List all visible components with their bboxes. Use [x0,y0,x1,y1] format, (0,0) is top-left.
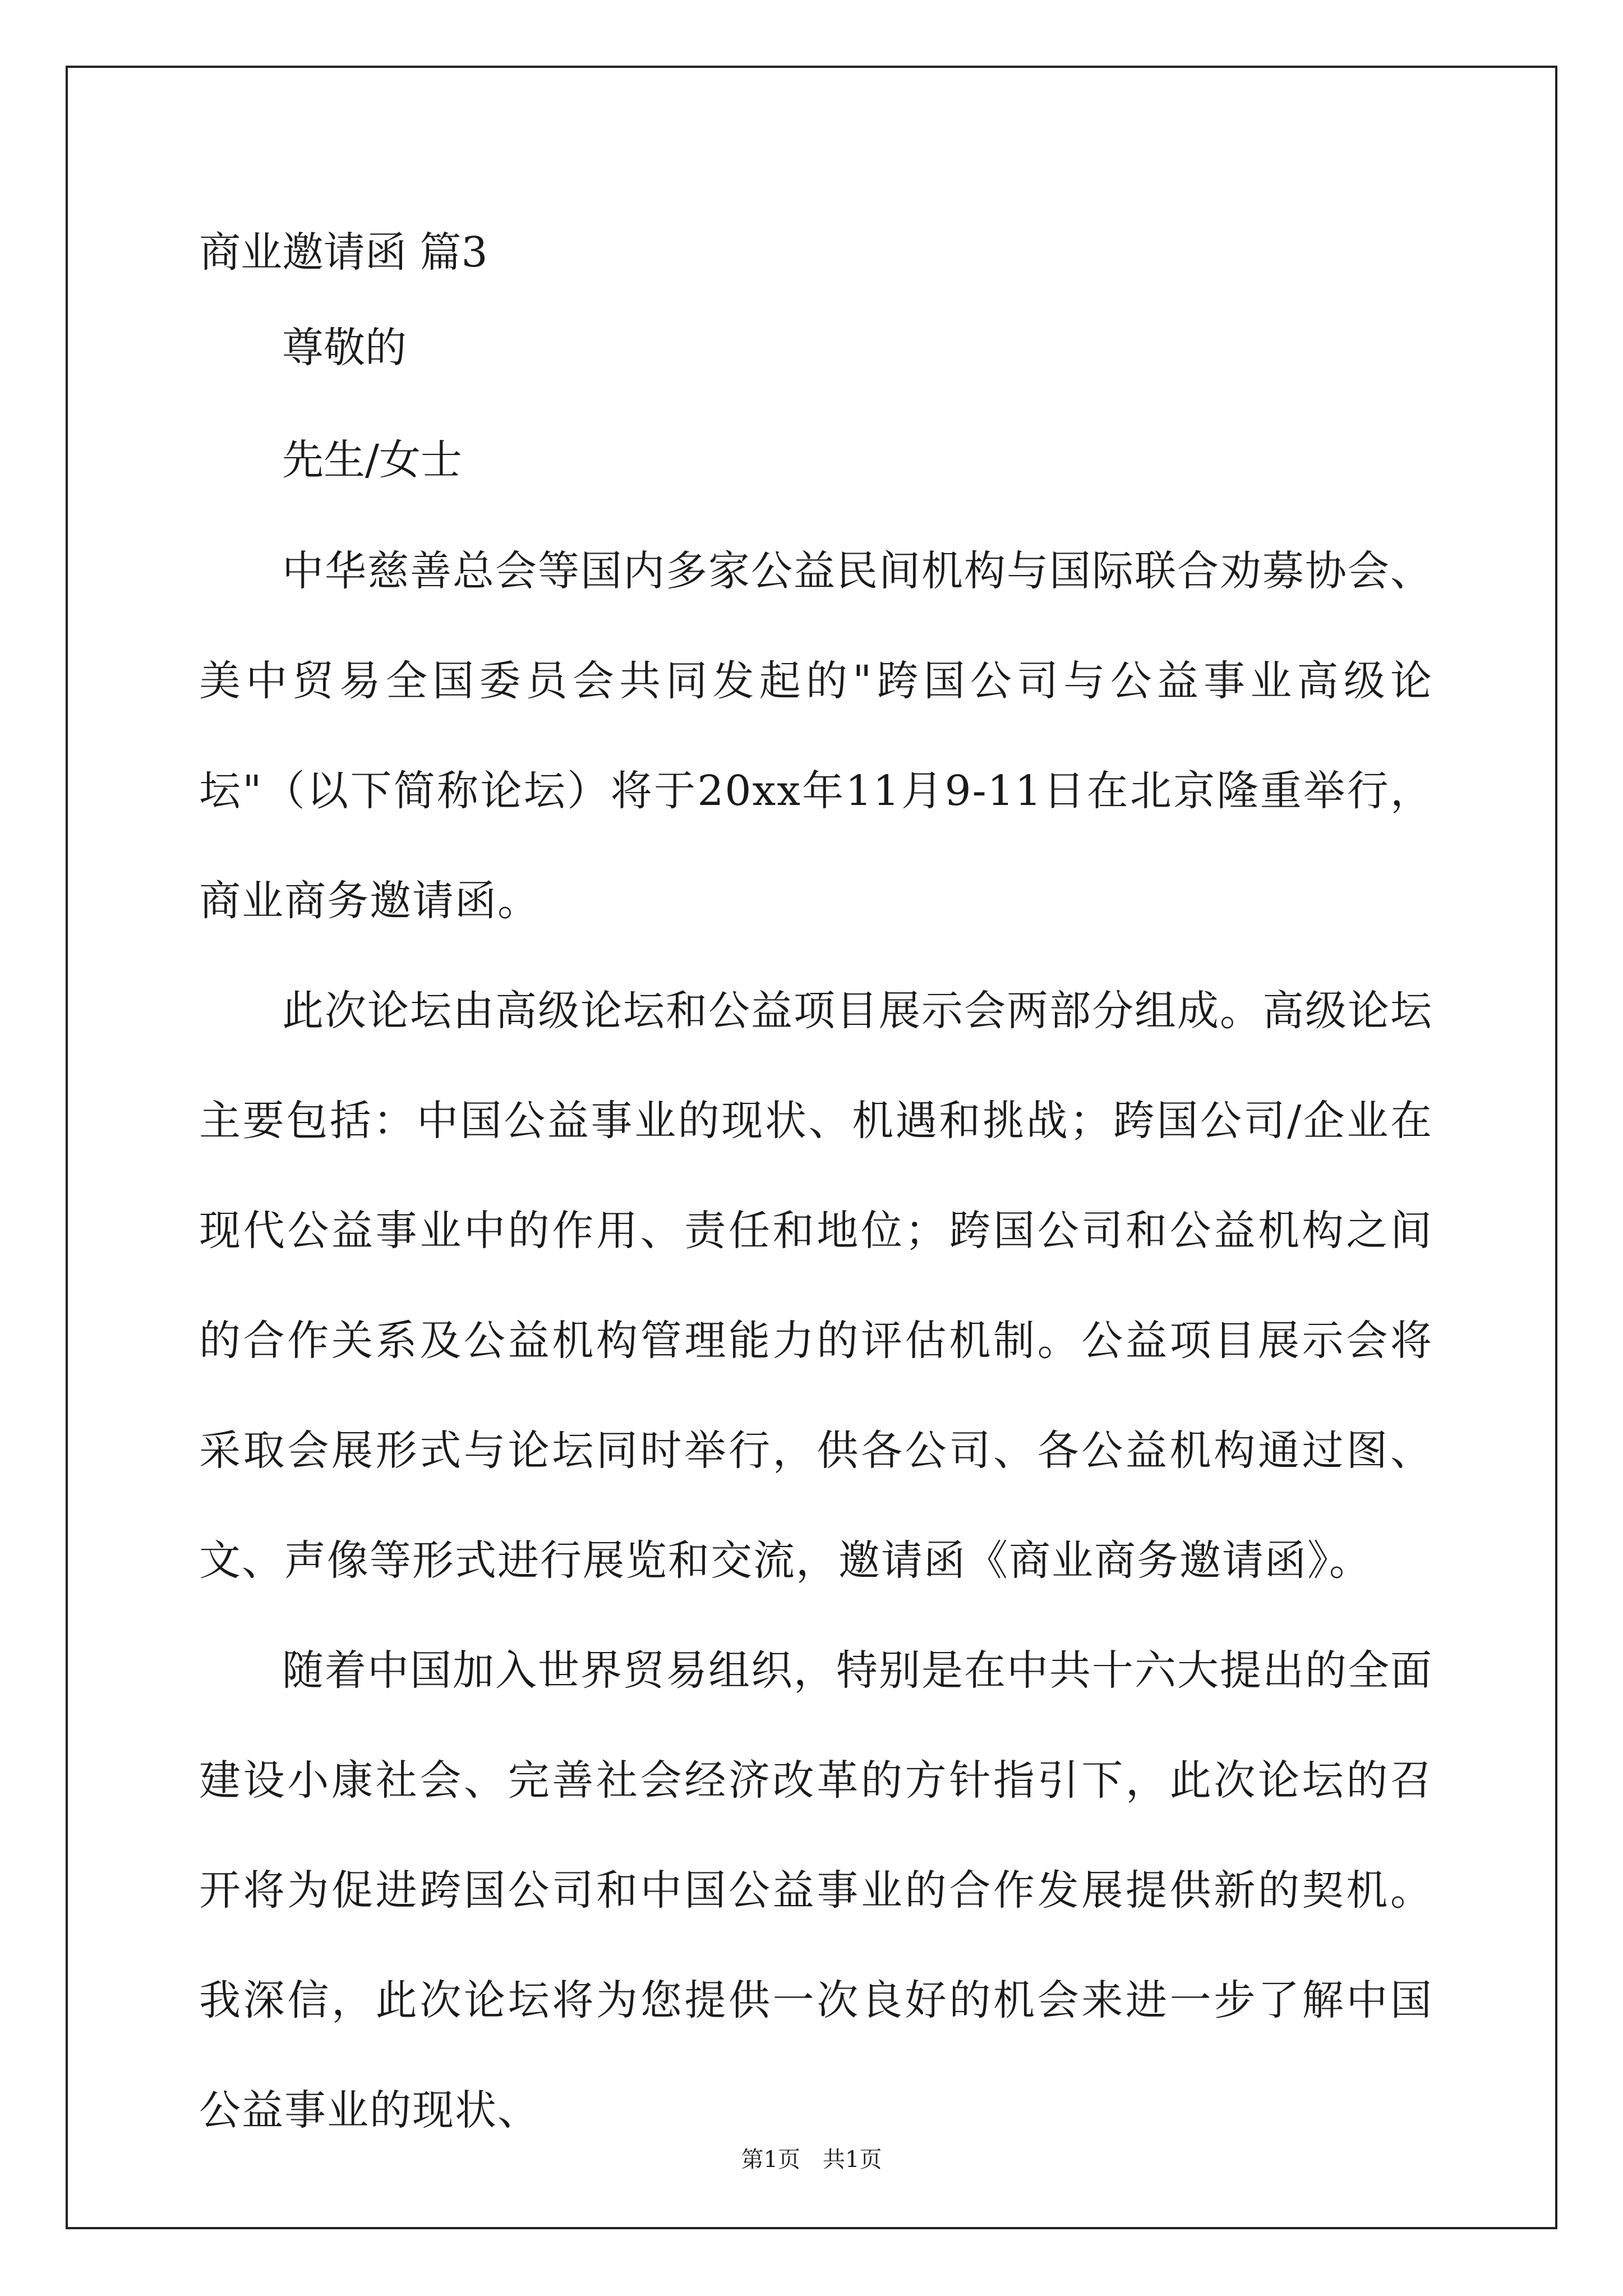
paragraph-1: 中华慈善总会等国内多家公益民间机构与国际联合劝募协会、美中贸易全国委员会共同发起的"跨国公司与公益事业高级论坛"（以下简称论坛）将于20xx年11月9-11日在北京隆重举行，商业商务邀请函。 [199,547,1433,925]
paragraph-3: 随着中国加入世界贸易组织，特别是在中共十六大提出的全面建设小康社会、完善社会经济改革的方针指引下，此次论坛的召开将为促进跨国公司和中国公益事业的合作发展提供新的契机。我深信，此次论坛将为您提供一次良好的机会来进一步了解中国公益事业的现状、 [199,1646,1433,2134]
salutation-line-2: 先生/女士 [282,436,462,484]
salutation-line-1: 尊敬的 [282,324,407,372]
document-heading: 商业邀请函 篇3 [199,228,488,277]
paragraph-2: 此次论坛由高级论坛和公益项目展示会两部分组成。高级论坛主要包括：中国公益事业的现状、机遇和挑战；跨国公司/企业在现代公益事业中的作用、责任和地位；跨国公司和公益机构之间的合作关系及公益机构管理能力的评估机制。公益项目展示会将采取会展形式与论坛同时举行，供各公司、各公益机构通过图、文、声像等形式进行展览和交流，邀请函《商业商务邀请函》。 [199,987,1433,1585]
page-footer: 第1页 共1页 [741,2147,882,2173]
document-body [199,213,1433,2165]
